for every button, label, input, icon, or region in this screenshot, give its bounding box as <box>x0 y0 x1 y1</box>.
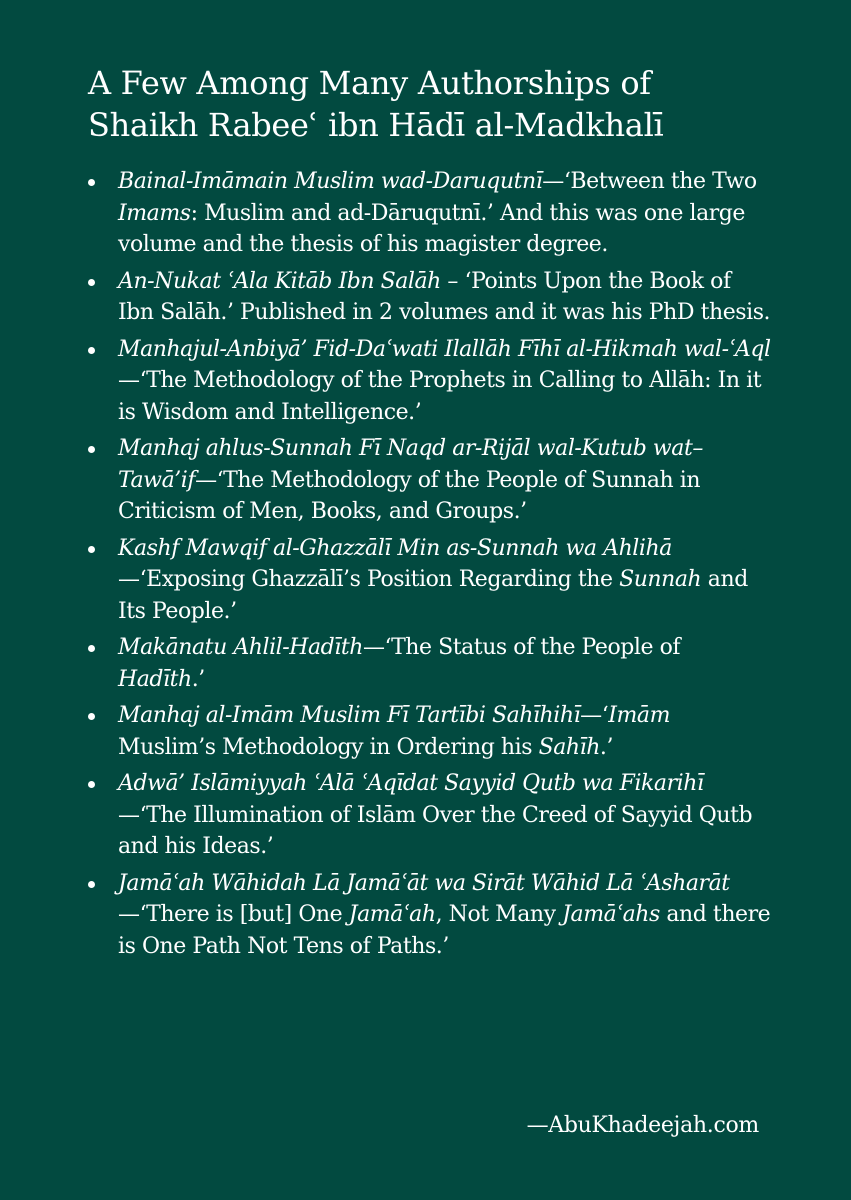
list-item <box>88 533 771 628</box>
separator: – <box>440 268 465 294</box>
book-title: An-Nukat ʿAla Kitāb Ibn Salāh <box>118 268 441 294</box>
book-title: Adwā’ Islāmiyyah ʿAlā ʿAqīdat Sayyid Qutb wa Fikarihī <box>118 771 704 796</box>
book-description: and there is One Path Not Tens of Paths.’ <box>118 902 771 959</box>
book-description-emphasis: Jamāʿahs <box>562 902 660 927</box>
page-title <box>88 62 771 146</box>
bullet-icon <box>88 645 95 652</box>
list-item <box>88 632 771 695</box>
book-description-emphasis: Imām <box>608 703 671 728</box>
separator: — <box>118 567 140 592</box>
title-line-1: A Few Among Many Authorships of <box>88 64 651 102</box>
book-description: ‘Points Upon the Book of Ibn Salāh.’ Published in 2 volumes and it was his PhD thesis. <box>118 268 771 325</box>
book-description: ‘Between the Two <box>563 169 757 194</box>
separator: — <box>118 902 140 927</box>
list-item <box>88 700 771 763</box>
book-description: , Not Many <box>435 902 563 927</box>
book-title: Manhajul-Anbiyā’ Fid-Daʿwati Ilallāh Fīhī al-Hikmah wal-ʿAql <box>118 336 771 362</box>
book-description: : Muslim and ad-Dāruqutnī.’ And this was one large volume and the thesis of his magister degree. <box>118 200 745 257</box>
book-title: Manhaj al-Imām Muslim Fī Tartībi Sahīhihī <box>118 703 581 728</box>
list-item <box>88 266 771 329</box>
book-description: and Its People.’ <box>118 567 748 624</box>
bullet-icon <box>88 279 95 286</box>
source-credit: —AbuKhadeejah.com <box>526 1113 759 1138</box>
separator: — <box>195 467 217 493</box>
book-description: ‘The Status of the People of <box>384 635 681 660</box>
book-description: ‘The Illumination of Islām Over the Creed of Sayyid Qutb and his Ideas.’ <box>118 802 753 859</box>
book-description-emphasis: Sahīh <box>538 734 600 760</box>
book-description: ‘The Methodology of the People of Sunnah in Criticism of Men, Books, and Groups.’ <box>118 467 701 524</box>
book-description: .’ <box>191 666 205 692</box>
list-item <box>88 433 771 528</box>
list-item <box>88 166 771 261</box>
bullet-icon <box>88 713 95 720</box>
book-title: Jamāʿah Wāhidah Lā Jamāʿāt wa Sirāt Wāhid Lā ʿAsharāt <box>118 870 730 896</box>
list-item <box>88 768 771 863</box>
bullet-icon <box>88 546 95 553</box>
book-title: Manhaj ahlus-Sunnah Fī Naqd ar-Rijāl wal-Kutub wat–Tawā’if <box>118 436 703 493</box>
list-item <box>88 868 771 963</box>
book-description: .’ <box>599 734 614 760</box>
book-description: ‘ <box>601 703 609 728</box>
book-description: ‘The Methodology of the Prophets in Calling to Allāh: In it is Wisdom and Intelligence.’ <box>118 368 762 425</box>
list-item <box>88 334 771 429</box>
authorship-list <box>88 166 771 962</box>
book-description-emphasis: Sunnah <box>619 567 702 592</box>
bullet-icon <box>88 446 95 453</box>
title-line-2: Shaikh Rabeeʿ ibn Hādī al-Madkhalī <box>88 106 664 144</box>
separator: — <box>118 802 140 828</box>
book-description: ‘Exposing Ghazzālī’s Position Regarding the <box>139 567 620 592</box>
book-description-emphasis: Imams <box>118 200 191 226</box>
separator: — <box>362 635 385 660</box>
book-title: Makānatu Ahlil-Hadīth <box>118 635 363 660</box>
book-title: Kashf Mawqif al-Ghazzālī Min as-Sunnah wa Ahlihā <box>118 535 672 561</box>
bullet-icon <box>88 881 95 888</box>
separator: — <box>118 368 140 393</box>
book-description: Muslim’s Methodology in Ordering his <box>118 734 539 760</box>
book-description-emphasis: Jamāʿah <box>348 902 436 927</box>
separator: — <box>580 703 602 728</box>
book-description: ‘There is [but] One <box>139 902 349 927</box>
book-description-emphasis: Hadīth <box>118 666 192 692</box>
bullet-icon <box>88 179 95 186</box>
separator: — <box>542 169 564 194</box>
bullet-icon <box>88 781 95 788</box>
bullet-icon <box>88 347 95 354</box>
book-title: Bainal-Imāmain Muslim wad-Daruqutnī <box>118 169 543 194</box>
